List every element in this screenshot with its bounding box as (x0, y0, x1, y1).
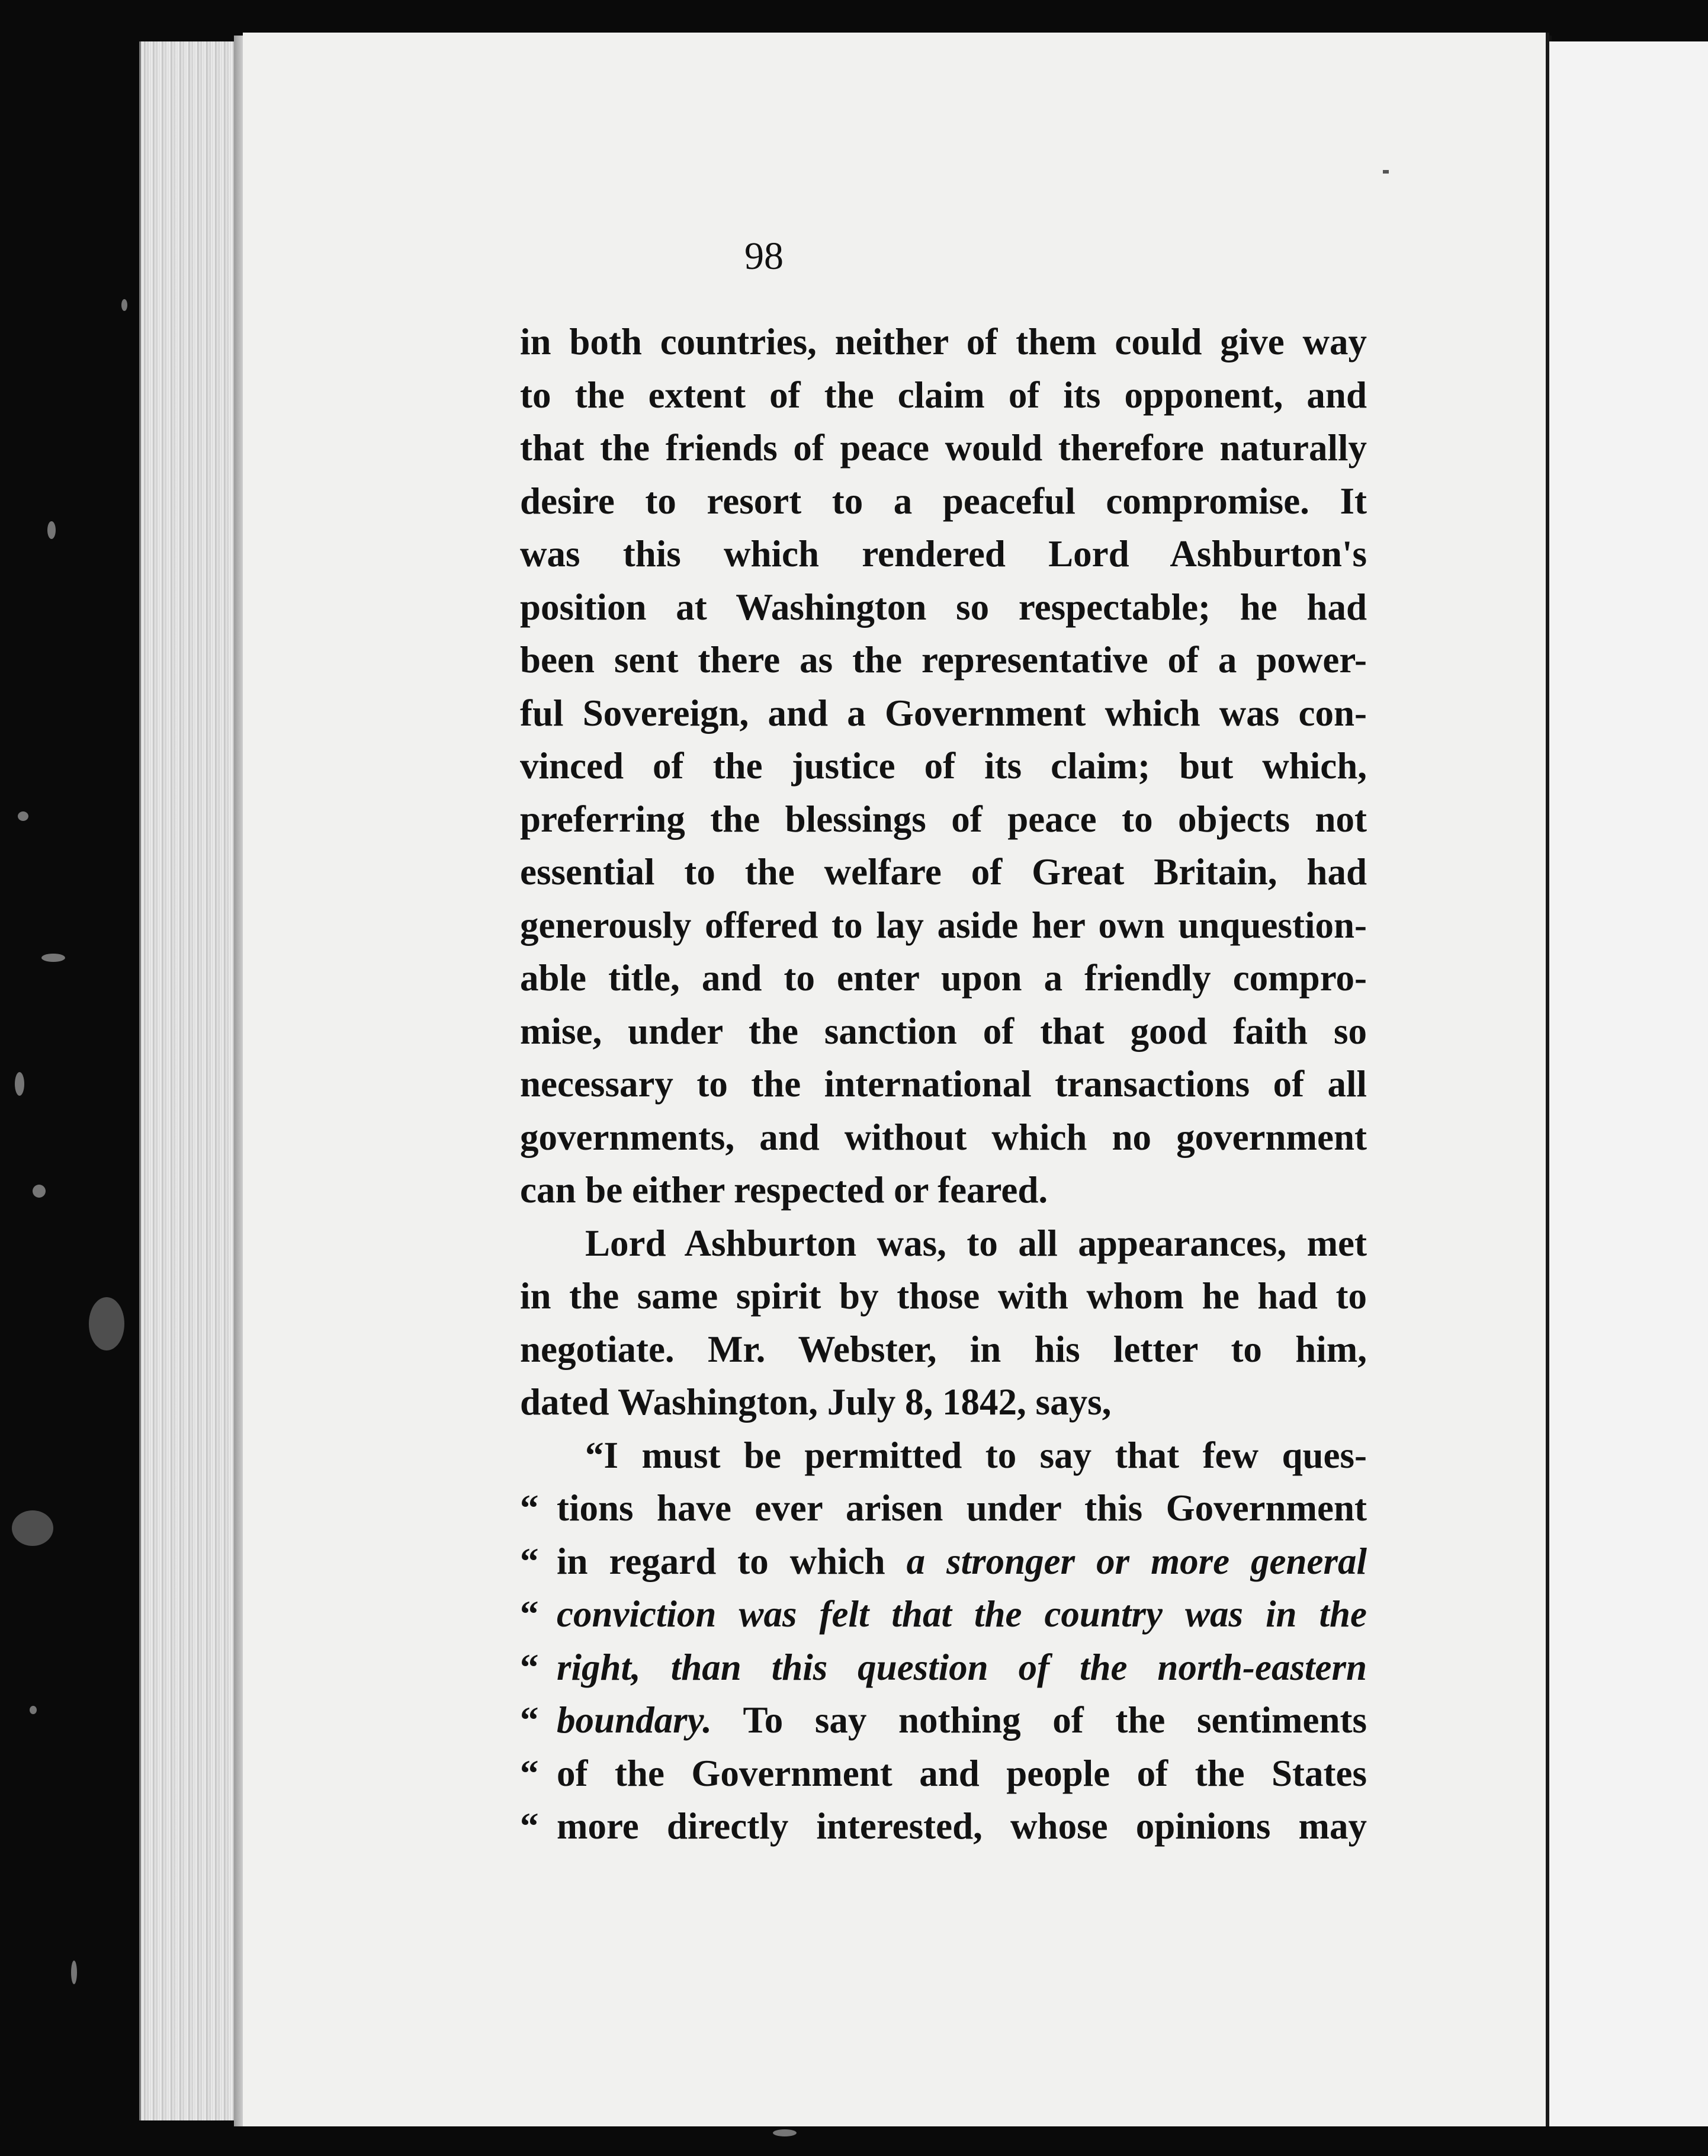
quote-line (520, 1535, 1367, 1589)
quote-mark: “ (520, 1752, 539, 1794)
paragraph-2 (520, 1217, 1367, 1429)
text-line: preferring the blessings of peace to objects not (520, 798, 1367, 840)
text-line: to the extent of the claim of its opponent, and (520, 374, 1367, 416)
quote-line (520, 1747, 1367, 1801)
text-line: essential to the welfare of Great Britain, had (520, 851, 1367, 893)
text-line: generously offered to lay aside her own unquestion- (520, 904, 1367, 946)
quote-text (557, 1482, 1367, 1535)
italic-text: a stronger or more general (906, 1540, 1367, 1582)
quote-mark: “ (520, 1646, 539, 1688)
text-line: able title, and to enter upon a friendly compro- (520, 957, 1367, 999)
block-quote (520, 1429, 1367, 1853)
scan-speck (41, 954, 65, 962)
quote-text (557, 1588, 1367, 1641)
text-line: was this which rendered Lord Ashburton's (520, 533, 1367, 575)
quote-mark: “ (520, 1593, 539, 1635)
text-line: dated Washington, July 8, 1842, says, (520, 1381, 1112, 1423)
printer-mark (1383, 170, 1389, 174)
quote-mark: “ (520, 1699, 539, 1741)
quote-text (557, 1747, 1367, 1801)
quote-line (520, 1800, 1367, 1853)
scan-speck (33, 1185, 46, 1198)
text-line: ful Sovereign, and a Government which was con- (520, 692, 1367, 734)
text-line: position at Washington so respectable; he had (520, 586, 1367, 628)
quote-line (520, 1482, 1367, 1535)
paragraph-1 (520, 316, 1367, 1217)
italic-text: right, than this question of the north-eastern (557, 1646, 1367, 1688)
scan-speck (71, 1961, 77, 1984)
roman-text: more directly interested, whose opinions may (557, 1805, 1367, 1847)
text-line: in the same spirit by those with whom he had to (520, 1275, 1367, 1317)
scan-speck (121, 299, 127, 311)
quote-line (520, 1641, 1367, 1695)
roman-text: in regard to which (557, 1540, 907, 1582)
quote-mark: “ (520, 1487, 539, 1529)
text-line: in both countries, neither of them could give way (520, 321, 1367, 362)
text-line: been sent there as the representative of a power- (520, 639, 1367, 681)
text-line: necessary to the international transactions of all (520, 1063, 1367, 1105)
text-line: governments, and without which no government (520, 1116, 1367, 1158)
italic-text: conviction was felt that the country was in the (557, 1593, 1367, 1635)
scan-speck (18, 811, 28, 821)
text-line: negotiate. Mr. Webster, in his letter to him, (520, 1328, 1367, 1370)
text-line: Lord Ashburton was, to all appearances, met (585, 1222, 1367, 1264)
quote-line (520, 1588, 1367, 1641)
roman-text: of the Government and people of the States (557, 1752, 1367, 1794)
roman-text: tions have ever arisen under this Government (557, 1487, 1367, 1529)
quote-line (520, 1694, 1367, 1747)
quote-text (557, 1800, 1367, 1853)
text-line: can be either respected or feared. (520, 1169, 1048, 1211)
italic-text: boundary. (557, 1699, 712, 1741)
facing-page-edge (1549, 41, 1708, 2126)
body-text (520, 316, 1367, 1853)
quote-first-line: “I must be permitted to say that few ques- (585, 1434, 1367, 1476)
quote-text (557, 1535, 1367, 1589)
text-line: that the friends of peace would therefore naturally (520, 427, 1367, 469)
page-edge-stack (139, 41, 245, 2120)
roman-text: To say nothing of the sentiments (711, 1699, 1367, 1741)
quote-text (557, 1641, 1367, 1695)
scan-speck (773, 2129, 797, 2136)
quote-text (557, 1694, 1367, 1747)
quote-mark: “ (520, 1805, 539, 1847)
scan-speck (12, 1510, 53, 1546)
text-line: mise, under the sanction of that good faith so (520, 1010, 1367, 1052)
page-number: 98 (744, 235, 784, 278)
scan-speck (15, 1072, 24, 1096)
text-line: desire to resort to a peaceful compromise. It (520, 480, 1367, 522)
scan-speck (47, 521, 56, 539)
scan-speck (30, 1706, 37, 1714)
text-line: vinced of the justice of its claim; but which, (520, 745, 1367, 787)
quote-mark: “ (520, 1540, 539, 1582)
scan-speck (89, 1297, 124, 1350)
